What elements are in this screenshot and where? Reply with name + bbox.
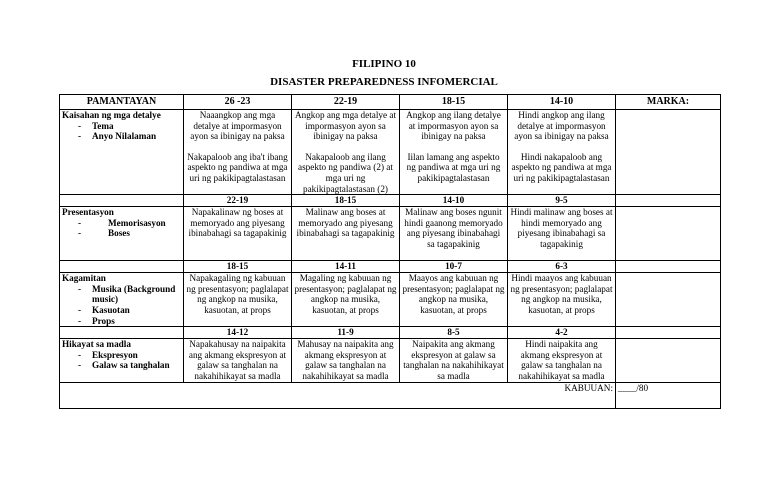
descriptor-cell: Hindi maayos ang kabuuan ng presentasyon; paglalapat ng angkop na musika, kasuotan, at props [508, 273, 616, 327]
score-range: 4-2 [508, 327, 616, 339]
criterion-item: - Memorisasyon [62, 218, 181, 229]
col-header-score-2: 22-19 [292, 95, 400, 110]
score-range: 10-7 [400, 261, 508, 273]
rubric-table [59, 94, 721, 409]
score-range: 9-5 [508, 195, 616, 207]
criterion-item: - Musika (Background music) [62, 284, 181, 305]
criterion-item: - Boses [62, 228, 181, 239]
criterion-row [60, 339, 721, 382]
score-range: 14-10 [400, 195, 508, 207]
descriptor-cell: Naipakita ang akmang ekspresyon at galaw sa tanghalan na nakahihikayat sa madla [400, 339, 508, 382]
criterion-cell [60, 339, 184, 382]
total-value[interactable]: ____/80 [616, 382, 721, 408]
criterion-title: Kagamitan [62, 273, 106, 284]
criterion-row [60, 207, 721, 261]
criterion-title: Kaisahan ng mga detalye [62, 110, 161, 120]
col-header-score-4: 14-10 [508, 95, 616, 110]
descriptor-cell: Angkop ang ilang detalye at impormasyon ayon sa ibinigay na paksa Iilan lamang ang aspekto ng pandiwa at mga uri ng pakikipagtalastasan [400, 110, 508, 195]
score-range-row [60, 261, 721, 273]
col-header-pamantayan: PAMANTAYAN [60, 95, 184, 110]
document-subject: FILIPINO 10 [352, 58, 416, 70]
criterion-item: - Anyo Nilalaman [62, 131, 181, 142]
criterion-item: - Ekspresyon [62, 350, 181, 361]
criterion-title: Presentasyon [62, 207, 114, 218]
score-range-row [60, 195, 721, 207]
descriptor-cell: Mahusay na naipakita ang akmang ekspresyon at galaw sa tanghalan na nakahihikayat sa madla [292, 339, 400, 382]
criterion-item: - Tema [62, 121, 181, 132]
descriptor-cell: Maayos ang kabuuan ng presentasyon; paglalapat ng angkop na musika, kasuotan, at props [400, 273, 508, 327]
score-range: 14-12 [184, 327, 292, 339]
total-label: KABUUAN: [60, 382, 616, 408]
col-header-marka: MARKA: [616, 95, 721, 110]
score-range: 11-9 [292, 327, 400, 339]
criterion-row [60, 273, 721, 327]
score-range: 6-3 [508, 261, 616, 273]
score-range: 18-15 [292, 195, 400, 207]
descriptor-cell: Malinaw ang boses ngunit hindi gaanong memoryado ang piyesang ibinabahagi sa tagapakinig [400, 207, 508, 261]
marka-cell[interactable] [616, 273, 721, 327]
descriptor-cell: Napakalinaw ng boses at memoryado ang piyesang ibinabahagi sa tagapakinig [184, 207, 292, 261]
descriptor-cell: Hindi angkop ang ilang detalye at impormasyon ayon sa ibinigay na paksa Hindi nakapaloob ang aspekto ng pandiwa at mga uri ng pakikipagtalastasan [508, 110, 616, 195]
descriptor-cell: Hindi naipakita ang akmang ekspresyon at galaw sa tanghalan na nakahihikayat sa madla [508, 339, 616, 382]
descriptor-cell: Naaangkop ang mga detalye at impormasyon ayon sa ibinigay na paksa Nakapaloob ang iba't ibang aspekto ng pandiwa at mga uri ng pakikipagtalastasan [184, 110, 292, 195]
marka-cell[interactable] [616, 339, 721, 382]
col-header-score-3: 18-15 [400, 95, 508, 110]
criterion-title: Hikayat sa madla [62, 339, 131, 350]
criterion-cell [60, 207, 184, 261]
criterion-item: - Galaw sa tanghalan [62, 360, 181, 371]
document-title: DISASTER PREPAREDNESS INFOMERCIAL [270, 76, 498, 88]
criterion-row [60, 110, 721, 195]
total-row [60, 382, 721, 408]
descriptor-cell: Malinaw ang boses at memoryado ang piyesang ibinabahagi sa tagapakinig [292, 207, 400, 261]
score-range-row [60, 327, 721, 339]
header-row [60, 95, 721, 110]
marka-cell[interactable] [616, 207, 721, 261]
marka-cell[interactable] [616, 110, 721, 195]
score-range: 22-19 [184, 195, 292, 207]
descriptor-cell: Hindi malinaw ang boses at hindi memoryado ang piyesang ibinabahagi sa tagapakinig [508, 207, 616, 261]
score-range: 8-5 [400, 327, 508, 339]
descriptor-cell: Magaling ng kabuuan ng presentasyon; paglalapat ng angkop na musika, kasuotan, at props [292, 273, 400, 327]
col-header-score-1: 26 -23 [184, 95, 292, 110]
score-range: 14-11 [292, 261, 400, 273]
descriptor-cell: Napakahusay na naipakita ang akmang ekspresyon at galaw sa tanghalan na nakahihikayat sa madla [184, 339, 292, 382]
descriptor-cell: Napakagaling ng kabuuan ng presentasyon; paglalapat ng angkop na musika, kasuotan, at props [184, 273, 292, 327]
descriptor-cell: Angkop ang mga detalye at impormasyon ayon sa ibinigay na paksa Nakapaloob ang ilang aspekto ng pandiwa (2) at mga uri ng pakikipagtalastasan (2) [292, 110, 400, 195]
criterion-cell [60, 273, 184, 327]
criterion-item: - Kasuotan [62, 305, 181, 316]
criterion-item: - Props [62, 316, 181, 327]
score-range: 18-15 [184, 261, 292, 273]
criterion-cell [60, 110, 184, 195]
